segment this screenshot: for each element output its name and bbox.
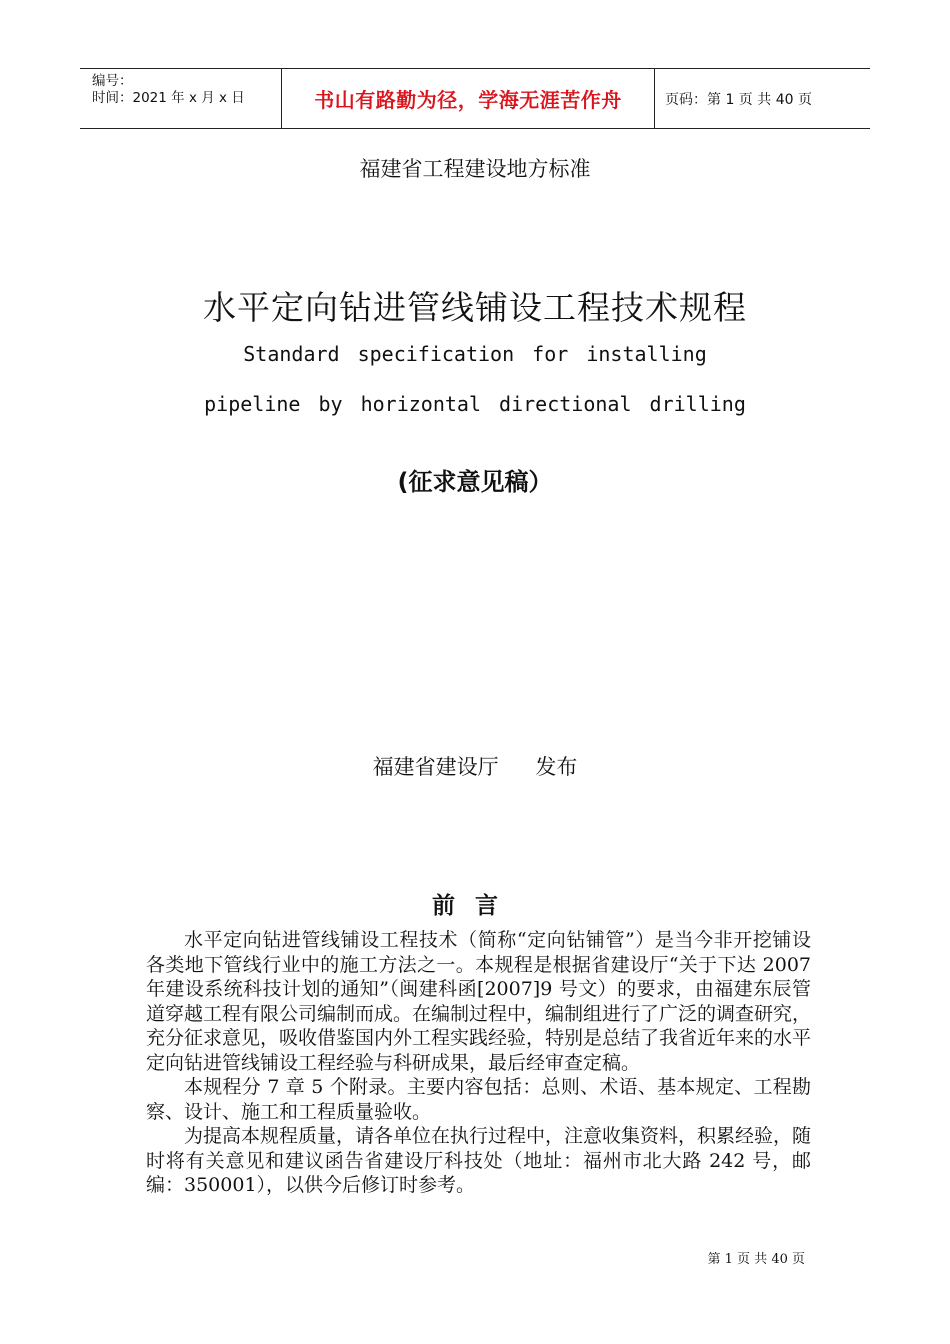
english-title-line-2: pipeline by horizontal directional drilling [204,392,746,416]
preface-body [146,928,811,1198]
header-motto: 书山有路勤为径，学海无涯苦作舟 [282,69,655,128]
header-meta [80,69,282,128]
preface-paragraph: 水平定向钻进管线铺设工程技术（简称“定向钻铺管”）是当今非开挖铺设各类地下管线行业中的施工方法之一。本规程是根据省建设厅“关于下达 2007 年建设系统科技计划的通知”（闽建科函[2007]9 号文）的要求，由福建东辰管道穿越工程有限公司编制而成。在编制过程中，编制组进行了广泛的调查研究，充分征求意见，吸收借鉴国内外工程实践经验，特别是总结了我省近年来的水平定向钻进管线铺设工程经验与科研成果，最后经审查定稿。 [146,929,812,1074]
standard-category: 福建省工程建设地方标准 [359,157,591,181]
preface-paragraph: 为提高本规程质量，请各单位在执行过程中，注意收集资料，积累经验，随时将有关意见和建议函告省建设厅科技处（地址：福州市北大路 242 号，邮编：350001），以供今后修订时参考。 [146,1125,812,1196]
document-date: 时间：2021 年 x 月 x 日 [92,90,245,106]
header-page-info: 页码：第 1 页 共 40 页 [665,91,812,108]
preface-title: 前言 [432,892,518,919]
draft-note: (征求意见稿） [397,468,553,496]
publisher: 福建省建设厅 发布 [372,755,578,779]
document-title: 水平定向钻进管线铺设工程技术规程 [203,288,747,327]
page-header [80,68,870,129]
document-number-label: 编号： [92,73,133,89]
preface-paragraph: 本规程分 7 章 5 个附录。主要内容包括：总则、术语、基本规定、工程勘察、设计、施工和工程质量验收。 [146,1076,811,1123]
footer-page-number: 第 1 页 共 40 页 [707,1252,805,1267]
english-title-line-1: Standard specification for installing [243,342,707,366]
